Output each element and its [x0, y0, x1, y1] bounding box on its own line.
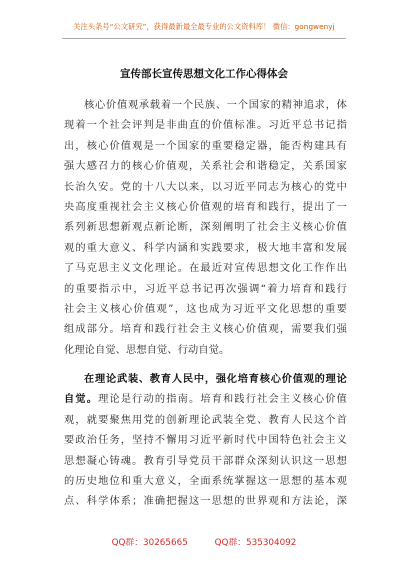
document-title: 宣传部长宣传思想文化工作心得体会	[120, 68, 288, 80]
paragraph-2-line-7: 点、科学体系；准确把握这一思想的世界观和方法论，深	[64, 496, 347, 508]
header-banner: 关注头条号“公文研究”，获得最新最全最专业的公文资料库！ 微信：gongwenyj	[73, 22, 335, 31]
paragraph-1-line-4: 强大感召力的核心价值观，关系社会和谐稳定，关系国家	[64, 161, 347, 173]
paragraph-1-line-9: 了马克思主义文化理论。在最近对宣传思想文化工作作出	[64, 263, 347, 275]
paragraph-1-line-2: 现着一个社会评判是非曲直的价值标准。习近平总书记指	[64, 120, 347, 132]
paragraph-2-line-3: 观，就要聚焦用党的创新理论武装全党、教育人民这个首	[64, 414, 347, 426]
paragraph-1-line-3: 出，核心价值观是一个国家的重要稳定器，能否构建具有	[64, 140, 347, 152]
paragraph-1-line-6: 央高度重视社会主义核心价值观的培育和践行，提出了一	[64, 201, 347, 213]
paragraph-1-line-10: 的重要指示中，习近平总书记再次强调“着力培育和践行	[64, 283, 347, 295]
header-divider	[62, 38, 346, 39]
paragraph-1-line-12: 组成部分。培育和践行社会主义核心价值观，需要我们强	[64, 324, 347, 336]
footer-qq-group-2: QQ群：535304092	[214, 538, 297, 548]
section-heading-part-2: 自觉。	[64, 394, 99, 406]
paragraph-2-line-1	[64, 370, 347, 390]
paragraph-2-line-5: 思想凝心铸魂。教育引导党员干部群众深刻认识这一思想	[64, 455, 347, 467]
document-body	[64, 96, 347, 513]
paragraph-2-line-2	[64, 390, 347, 410]
paragraph-1-line-1: 核心价值观承载着一个民族、一个国家的精神追求，体	[84, 100, 347, 111]
paragraph-2-line-4: 要政治任务，坚持不懈用习近平新时代中国特色社会主义	[64, 435, 347, 447]
section-heading-part-1: 在理论武装、教育人民中，强化培育核心价值观的理论	[84, 374, 347, 386]
paragraph-2-line-2-text: 理论是行动的指南。培育和践行社会主义核心价值	[98, 394, 347, 406]
paragraph-2-line-6: 的历史地位和重大意义，全面系统掌握这一思想的基本观	[64, 476, 347, 488]
paragraph-1-line-8: 观的重大意义、科学内涵和实践要求，极大地丰富和发展	[64, 242, 347, 254]
footer-qq-group-1: QQ群：30265665	[111, 538, 188, 548]
paragraph-1-line-13: 化理论自觉、思想自觉、行动自觉。	[64, 344, 230, 356]
footer-contacts	[0, 535, 408, 548]
paragraph-1-line-7: 系列新思想新观点新论断，深刻阐明了社会主义核心价值	[64, 222, 347, 234]
paragraph-1-line-5: 长治久安。党的十八大以来，以习近平同志为核心的党中	[64, 181, 347, 193]
paragraph-gap	[64, 361, 347, 370]
paragraph-1-line-11: 社会主义核心价值观”，这也成为习近平文化思想的重要	[64, 303, 347, 315]
